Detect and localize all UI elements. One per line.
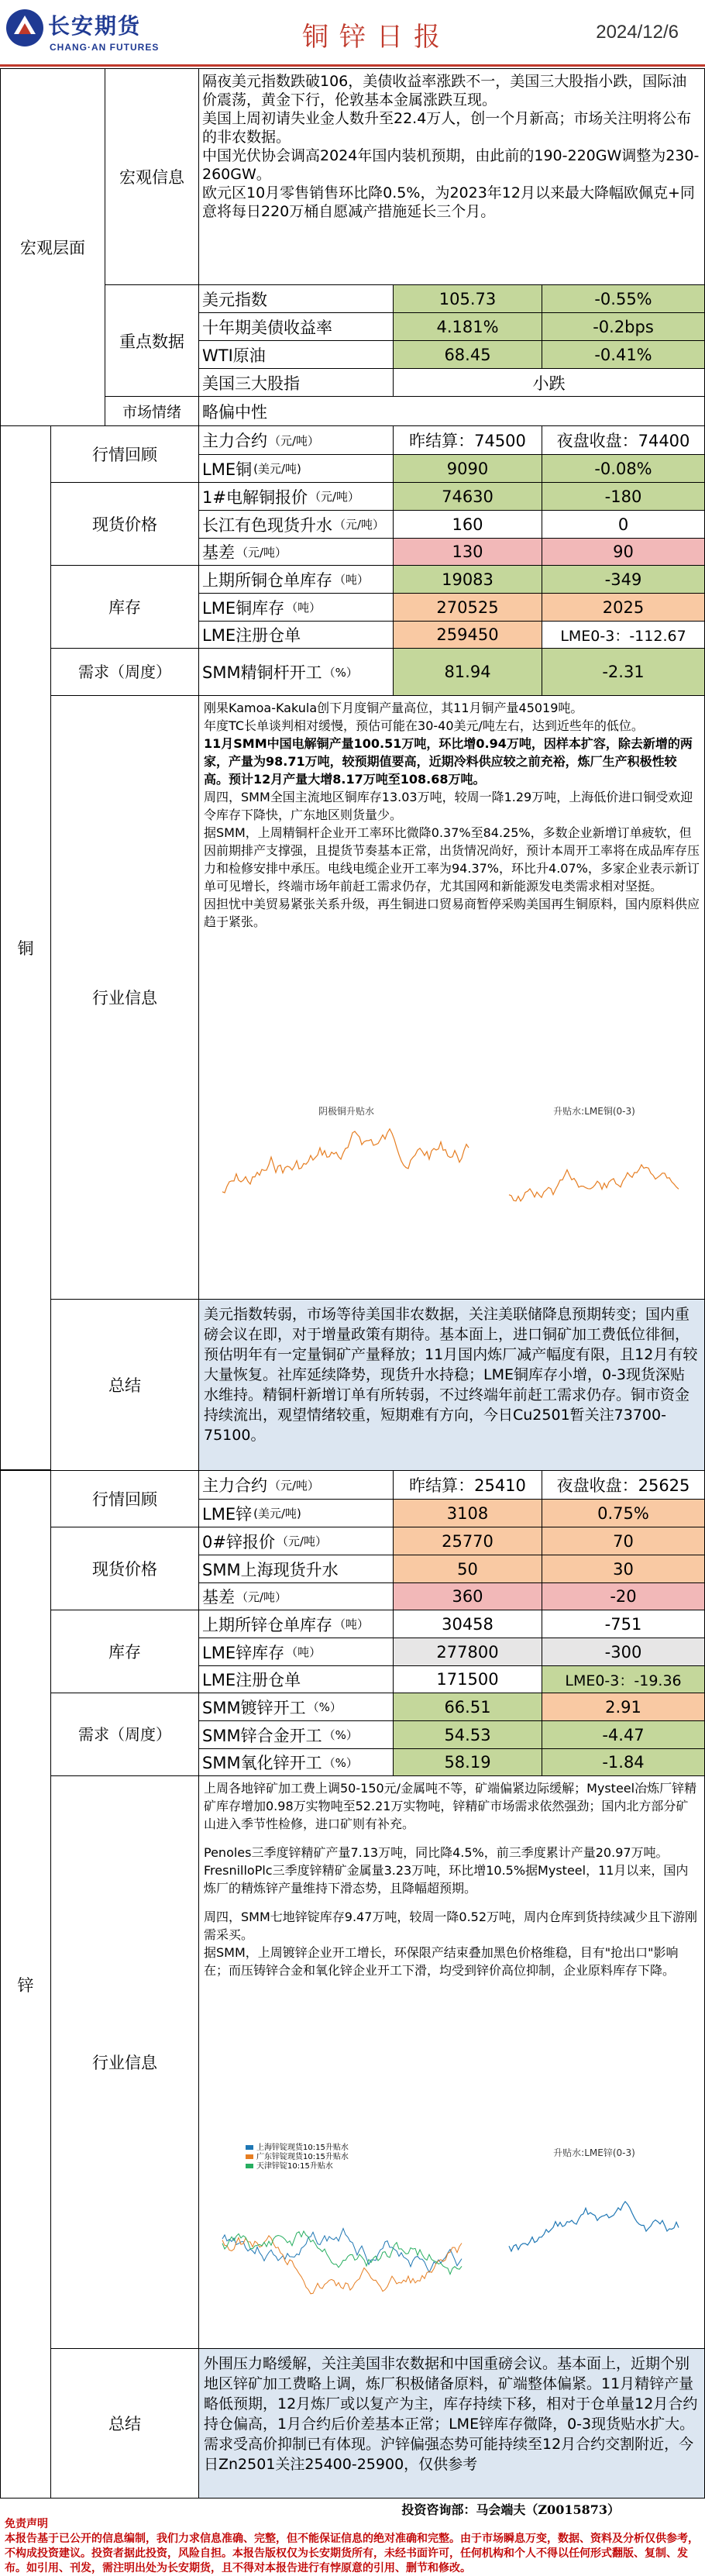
chart-title: 升贴水:LME锌(0-3) xyxy=(553,2147,635,2158)
zinc-summary-text: 外围压力略缓解，关注美国非农数据和中国重磅会议。基本面上，近期个别地区锌矿加工费略上调，炼厂积极储备原料，矿端整体偏紧。11月精锌产量略低预期，12月炼厂或以复产为主，库存持续下移，相对于仓单量12月合约持仓偏高，1月合约后价差基本正常；LME锌库存微降，0-3现货贴水扩大。需求受高价抑制已有体现。沪锌偏强态势可能持续至12月合约交割附近，今日Zn2501关注25400-25900，仅供参考 xyxy=(198,2348,705,2499)
industry-para: 据SMM，上周镀锌企业开工增长，环保限产结束叠加黑色价格维稳，目有"抢出口"影响在；而压铸锌合金和氧化锌企业开工下滑，均受到锌价高位抑制，企业原料库存下降。 xyxy=(204,1945,679,1978)
spot-row-value: 74630 xyxy=(393,482,542,511)
company-name-en: CHANG·AN FUTURES xyxy=(50,42,160,53)
chart-series-line xyxy=(222,2229,462,2273)
industry-para: 周四，SMM七地锌锭库存9.47万吨，较周一降0.52万吨，周内仓库到货持续减少且下游刚需采买。 xyxy=(204,1910,698,1942)
company-logo xyxy=(5,6,160,60)
demand-row-name xyxy=(198,1748,394,1776)
demand-row-value: 58.19 xyxy=(393,1748,542,1776)
industry-para: 刚果Kamoa-Kakula创下月度铜产量高位，其11月铜产量45019吨。 xyxy=(204,701,583,715)
chart-series-line xyxy=(509,1165,679,1201)
spot-row-change: 90 xyxy=(542,538,705,566)
row-name: 基差 xyxy=(202,543,235,562)
row-name: LME锌 xyxy=(202,1504,253,1524)
row-unit: （元/吨） xyxy=(276,1534,328,1548)
row-unit: （元/吨） xyxy=(236,545,287,560)
copper-review-label: 行情回顾 xyxy=(50,425,199,483)
copper-lme-name xyxy=(198,454,394,483)
industry-para: 11月SMM中国电解铜产量100.51万吨，环比增0.94万吨，因样本扩容，除去新增的两家，产量为98.71万吨，较预期值要高，近期冷料供应较之前充裕，炼厂生产积极性较高。预计12月产量大增8.17万吨至108.68万吨。 xyxy=(204,736,693,787)
macro-info-line: 隔夜美元指数跌破106，美债收益率涨跌不一，美国三大股指小跌，国际油价震荡，黄金下行，伦敦基本金属涨跌互现。 xyxy=(202,73,687,108)
macro-info-line: 中国光伏协会调高2024年国内装机预期，由此前的190-220GW调整为230-260GW。 xyxy=(202,147,700,183)
spot-row-name xyxy=(198,482,394,511)
sentiment-label: 市场情绪 xyxy=(105,396,199,426)
report-date: 2024/12/6 xyxy=(596,22,679,43)
key-row-name: 美国三大股指 xyxy=(198,368,394,397)
chart-series-line xyxy=(222,2231,462,2275)
analyst-credit: 投资咨询部：马会端夫（Z0015873） xyxy=(401,2502,620,2517)
zinc-demand-label: 需求（周度） xyxy=(50,1693,199,1776)
zinc-industry-text xyxy=(199,1776,704,1982)
row-name: LME铜 xyxy=(202,460,253,479)
logo-mark-icon xyxy=(5,8,45,48)
stock-row-value: 259450 xyxy=(393,621,542,649)
stock-row-name xyxy=(198,593,394,622)
disclaimer-title: 免责声明 xyxy=(5,2518,48,2530)
stock-row-change: LME0-3：-19.36 xyxy=(542,1665,705,1693)
copper-section-label: 铜 xyxy=(0,425,51,1470)
key-row-change: -0.41% xyxy=(542,340,705,369)
zinc-spot-label: 现货价格 xyxy=(50,1527,199,1610)
spot-row-value: 50 xyxy=(393,1555,542,1583)
zinc-premium-chart xyxy=(207,2140,478,2342)
macro-section-label: 宏观层面 xyxy=(0,68,105,426)
key-row-value: 68.45 xyxy=(393,340,542,369)
stock-row-change: 2025 xyxy=(542,593,705,622)
copper-industry-box xyxy=(198,695,705,1300)
stock-row-value: 30458 xyxy=(393,1610,542,1638)
copper-summary-label: 总结 xyxy=(50,1299,199,1471)
demand-row-change: -4.47 xyxy=(542,1720,705,1749)
row-name: 1#电解铜报价 xyxy=(202,487,308,507)
disclaimer xyxy=(0,2516,705,2575)
zinc-summary-label: 总结 xyxy=(50,2348,199,2499)
row-unit: （%） xyxy=(323,1728,358,1742)
row-name: SMM精铜杆开工 xyxy=(202,663,322,682)
row-name: 长江有色现货升水 xyxy=(202,515,332,535)
macro-key-label: 重点数据 xyxy=(105,284,199,397)
row-name: LME锌库存 xyxy=(202,1643,285,1662)
key-row-change: -0.2bps xyxy=(542,312,705,341)
spot-row-value: 360 xyxy=(393,1582,542,1610)
zinc-lme-value: 3108 xyxy=(393,1499,542,1527)
copper-summary-text: 美元指数转弱，市场等待美国非农数据，关注美联储降息预期转变；国内重磅会议在即，对于增量政策有期待。基本面上，进口铜矿加工费低位徘徊，预估明年有一定量铜矿产量释放；11月国内炼厂减产幅度有限，且12月有较大量恢复。社库延续降势，现货升水持稳；LME铜库存小增，0-3现货深贴水维持。精铜杆新增订单有所转弱，不过终端年前赶工需求仍存。铜市资金持续流出，观望情绪较重，短期难有方向，今日Cu2501暂关注73700-75100。 xyxy=(198,1299,705,1471)
key-row-name: 十年期美债收益率 xyxy=(198,312,394,341)
zinc-lme-name xyxy=(198,1499,394,1527)
zinc-lme-spread-chart xyxy=(494,2140,695,2342)
disclaimer-text: 本报告基于已公开的信息编制，我们力求信息准确、完整，但不能保证信息的绝对准确和完整。由于市场瞬息万变，数据、资料及分析仅供参考，不构成投资建议。投资者据此投资，风险自担。本报告版权仅为长安期货所有，未经书面许可，任何机构和个人不得以任何形式翻版、复制、发布。如引用、刊发，需注明出处为长安期货，且不得对本报告进行有悖原意的引用、删节和修改。 xyxy=(5,2533,699,2574)
zinc-review-name xyxy=(198,1470,394,1500)
stock-row-value: 171500 xyxy=(393,1665,542,1693)
demand-row-change: 2.91 xyxy=(542,1693,705,1721)
row-unit: (美元/吨) xyxy=(253,462,301,476)
zinc-stock-label: 库存 xyxy=(50,1610,199,1693)
demand-row-change: -1.84 xyxy=(542,1748,705,1776)
spot-row-name xyxy=(198,510,394,539)
demand-row-name xyxy=(198,1720,394,1749)
copper-industry-text xyxy=(199,696,704,934)
zinc-industry-box xyxy=(198,1775,705,2349)
sentiment-value: 略偏中性 xyxy=(198,396,705,426)
industry-para: 据SMM，上周精铜杆企业开工率环比微降0.37%至84.25%，多数企业新增订单疲软，但因前期排产支撑强，且提货节奏基本正常，出货情况尚好，预计本周开工率将在成品库存压力和检修安排中承压。电线电缆企业开工率为94.37%，环比升4.07%，多家企业表示新订单可见增长，终端市场年前赶工需求仍存，尤其国网和新能源发电类需求相对坚挺。 xyxy=(204,825,700,894)
stock-row-value: 270525 xyxy=(393,593,542,622)
row-name: SMM锌合金开工 xyxy=(202,1726,322,1745)
industry-para: 上周各地锌矿加工费上调50-150元/金属吨不等，矿端偏紧边际缓解；Mysteel冶炼厂锌精矿库存增加0.98万实物吨至52.21万实物吨，锌精矿市场需求依然强劲；国内北方部分矿山进入季节性检修，进口矿则有补充。 xyxy=(204,1781,697,1831)
spot-row-change: 30 xyxy=(542,1555,705,1583)
copper-lme-spread-chart xyxy=(494,1099,695,1285)
copper-night-close: 夜盘收盘：74400 xyxy=(542,425,705,455)
spot-row-change: 0 xyxy=(542,510,705,539)
row-name: 上期所铜仓单库存 xyxy=(202,570,332,590)
zinc-review-label: 行情回顾 xyxy=(50,1470,199,1527)
row-unit: （吨） xyxy=(334,1617,370,1631)
macro-info-line: 欧元区10月零售销售环比降0.5%，为2023年12月以来最大降幅欧佩克+同意将每日220万桶自愿减产措施延长三个月。 xyxy=(202,184,695,220)
copper-industry-label: 行业信息 xyxy=(50,695,199,1300)
key-row-name: 美元指数 xyxy=(198,284,394,313)
copper-prev-settle: 昨结算：74500 xyxy=(393,425,542,455)
row-name: SMM氧化锌开工 xyxy=(202,1754,322,1772)
copper-lme-value: 9090 xyxy=(393,454,542,483)
industry-para: 因担忧中美贸易紧张关系升级，再生铜进口贸易商暂停采购美国再生铜原料，国内原料供应趋于紧张。 xyxy=(204,897,700,929)
spot-row-name xyxy=(198,1527,394,1555)
spot-row-name xyxy=(198,1582,394,1610)
row-unit: （%） xyxy=(307,1700,342,1714)
row-unit: （元/吨） xyxy=(308,490,360,504)
report-title: 铜锌日报 xyxy=(302,22,451,53)
copper-demand-label: 需求（周度） xyxy=(50,648,199,696)
spot-row-name xyxy=(198,538,394,566)
row-unit: （元/吨） xyxy=(334,518,385,532)
stock-row-change: -751 xyxy=(542,1610,705,1638)
company-name-cn: 长安期货 xyxy=(48,13,142,39)
row-name: 0#锌报价 xyxy=(202,1532,275,1551)
report-header xyxy=(0,0,705,67)
stock-row-value: 277800 xyxy=(393,1638,542,1666)
copper-lme-change: -0.08% xyxy=(542,454,705,483)
row-name: 主力合约 xyxy=(202,1476,267,1495)
zinc-night-close: 夜盘收盘：25625 xyxy=(542,1470,705,1500)
row-unit: （%） xyxy=(323,665,358,680)
stock-row-name xyxy=(198,1610,394,1638)
spot-row-change: -20 xyxy=(542,1582,705,1610)
zinc-prev-settle: 昨结算：25410 xyxy=(393,1470,542,1500)
row-unit: （%） xyxy=(323,1755,358,1770)
key-row-name: WTI原油 xyxy=(198,340,394,369)
macro-info-line: 美国上周初请失业金人数升至22.4万人，创一个月新高；市场关注明将公布的非农数据。 xyxy=(202,110,692,146)
row-name: SMM镀锌开工 xyxy=(202,1698,306,1717)
chart-series-line xyxy=(222,1129,469,1193)
industry-para: Penoles三季度锌精矿产量7.13万吨，同比降4.5%，前三季度累计产量20.97万吨。FresnilloPlc三季度锌精矿金属量3.23万吨，环比增10.5%据Mysteel，11月以来，国内炼厂的精炼锌产量维持下滑态势，且降幅超预期。 xyxy=(204,1845,689,1896)
row-name: LME铜库存 xyxy=(202,598,285,618)
row-unit: （吨） xyxy=(286,1645,322,1659)
demand-row-value: 66.51 xyxy=(393,1693,542,1721)
legend-label: 广东锌锭现货10:15升贴水 xyxy=(256,2153,349,2161)
legend-label: 上海锌锭现货10:15升贴水 xyxy=(256,2144,349,2152)
industry-para: 年度TC长单谈判相对缓慢，预估可能在30-40美元/吨左右，达到近些年的低位。 xyxy=(204,718,644,733)
key-row-change: -0.55% xyxy=(542,284,705,313)
chart-title: 升贴水:LME铜(0-3) xyxy=(553,1106,635,1117)
zinc-lme-change: 0.75% xyxy=(542,1499,705,1527)
stock-row-name: LME注册仓单 xyxy=(198,1665,394,1693)
spot-row-value: 130 xyxy=(393,538,542,566)
stock-row-name xyxy=(198,1638,394,1666)
zinc-industry-label: 行业信息 xyxy=(50,1775,199,2349)
row-unit: (美元/吨) xyxy=(253,1507,301,1520)
chart-title: 阴极铜升贴水 xyxy=(318,1106,375,1117)
demand-row-name xyxy=(198,1693,394,1721)
stock-row-change: LME0-3：-112.67 xyxy=(542,621,705,649)
spot-row-change: 70 xyxy=(542,1527,705,1555)
key-row-value: 105.73 xyxy=(393,284,542,313)
chart-series-line xyxy=(509,2202,679,2251)
copper-review-name xyxy=(198,425,394,455)
stock-row-name xyxy=(198,565,394,594)
legend-label: 天津锌锭10:15升贴水 xyxy=(256,2162,333,2171)
macro-info-text xyxy=(198,68,705,285)
spot-row-change: -180 xyxy=(542,482,705,511)
stock-row-change: -349 xyxy=(542,565,705,594)
row-unit: （元/吨） xyxy=(236,1589,287,1604)
stock-row-name: LME注册仓单 xyxy=(198,621,394,649)
row-name: 上期所锌仓单库存 xyxy=(202,1615,332,1634)
row-unit: （吨） xyxy=(334,573,370,587)
zinc-section-label: 锌 xyxy=(0,1470,51,2499)
copper-spot-label: 现货价格 xyxy=(50,482,199,566)
row-name: 基差 xyxy=(202,1588,235,1607)
row-unit: （元/吨） xyxy=(269,1478,320,1493)
copper-stock-label: 库存 xyxy=(50,565,199,649)
stock-row-change: -300 xyxy=(542,1638,705,1666)
demand-row-value: 81.94 xyxy=(393,648,542,696)
demand-row-value: 54.53 xyxy=(393,1720,542,1749)
stock-row-value: 19083 xyxy=(393,565,542,594)
spot-row-value: 25770 xyxy=(393,1527,542,1555)
copper-premium-chart xyxy=(207,1099,486,1285)
row-name: 主力合约 xyxy=(202,432,267,450)
row-unit: （元/吨） xyxy=(269,433,320,448)
demand-row-change: -2.31 xyxy=(542,648,705,696)
key-row-value: 4.181% xyxy=(393,312,542,341)
spot-row-value: 160 xyxy=(393,510,542,539)
row-unit: （吨） xyxy=(286,601,322,615)
demand-row-name xyxy=(198,648,394,696)
spot-row-name: SMM上海现货升水 xyxy=(198,1555,394,1583)
macro-info-label: 宏观信息 xyxy=(105,68,199,285)
industry-para: 周四，SMM全国主流地区铜库存13.03万吨，较周一降1.29万吨，上海低价进口铜受欢迎令库存下降快，广东地区则货量少。 xyxy=(204,790,693,822)
key-row-change: 小跌 xyxy=(393,368,705,397)
